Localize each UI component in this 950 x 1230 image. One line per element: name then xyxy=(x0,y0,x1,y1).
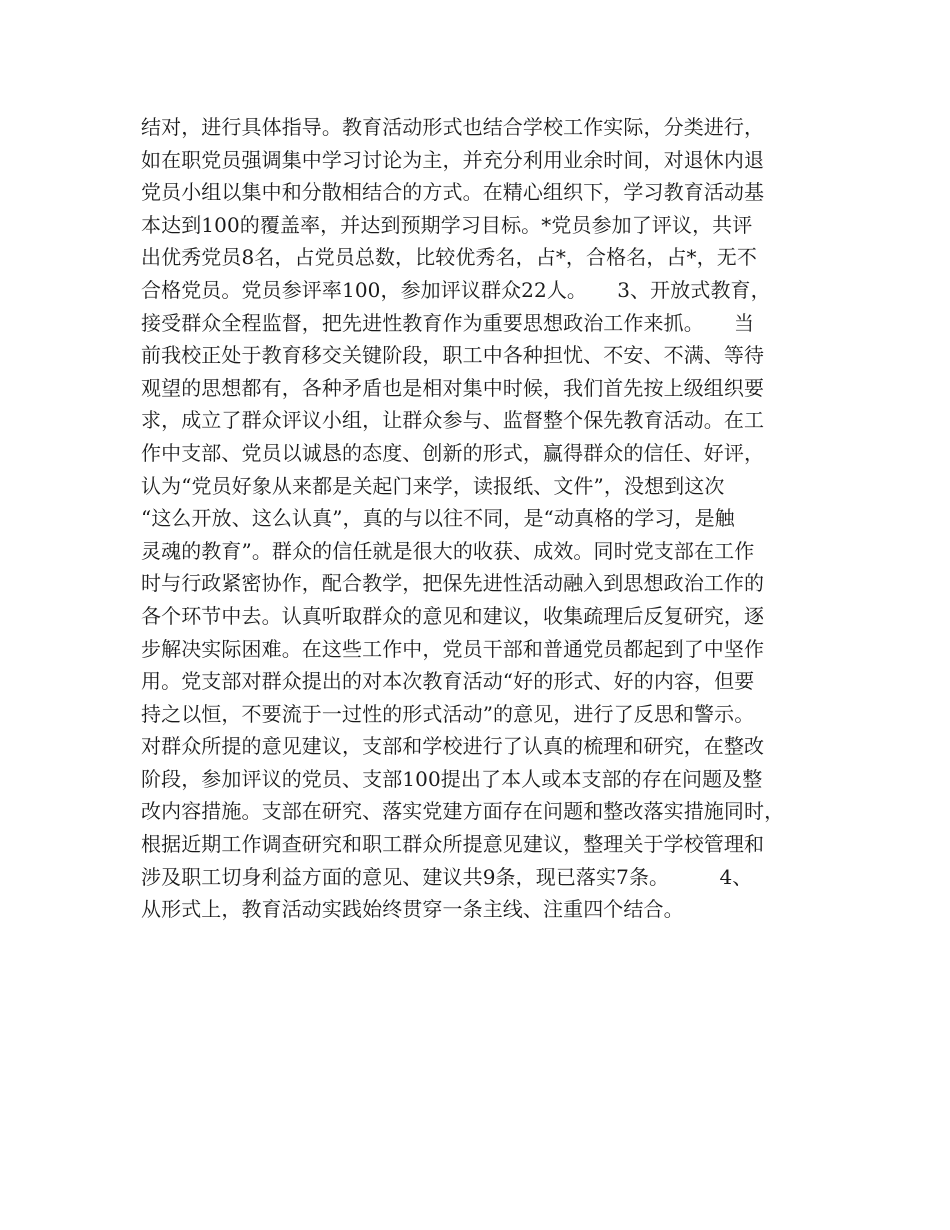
body-paragraph xyxy=(141,111,831,926)
text-line: 前我校正处于教育移交关键阶段，职工中各种担忧、不安、不满、等待 xyxy=(141,343,765,368)
text-line: 时与行政紧密协作，配合教学，把保先进性活动融入到思想政治工作的 xyxy=(141,571,765,596)
text-line: 出优秀党员8名，占党员总数，比较优秀名，占*，合格名，占*，无不 xyxy=(141,245,757,270)
text-line: 用。党支部对群众提出的对本次教育活动“好的形式、好的内容，但要 xyxy=(141,669,755,694)
text-line: 灵魂的教育”。群众的信任就是很大的收获、成效。同时党支部在工作 xyxy=(141,538,755,563)
text-line: 涉及职工切身利益方面的意见、建议共9条，现已落实7条。 4、 xyxy=(141,864,753,889)
text-line: 改内容措施。支部在研究、落实党建方面存在问题和整改落实措施同时， xyxy=(141,799,785,824)
text-line: 党员小组以集中和分散相结合的方式。在精心组织下，学习教育活动基 xyxy=(141,180,765,205)
text-line: 持之以恒，不要流于一过性的形式活动”的意见，进行了反思和警示。 xyxy=(141,701,755,726)
text-line: 求，成立了群众评议小组，让群众参与、监督整个保先教育活动。在工 xyxy=(141,408,765,433)
text-line: 认为“党员好象从来都是关起门来学，读报纸、文件”，没想到这次 xyxy=(141,473,725,498)
text-line: 各个环节中去。认真听取群众的意见和建议，收集疏理后反复研究，逐 xyxy=(141,603,765,628)
text-line: 观望的思想都有，各种矛盾也是相对集中时候，我们首先按上级组织要 xyxy=(141,375,765,400)
text-line: “这么开放、这么认真”，真的与以往不同，是“动真格的学习，是触 xyxy=(141,506,735,531)
text-line: 结对，进行具体指导。教育活动形式也结合学校工作实际，分类进行， xyxy=(141,115,765,139)
text-line: 阶段，参加评议的党员、支部100提出了本人或本支部的存在问题及整 xyxy=(141,766,763,791)
text-line: 步解决实际困难。在这些工作中，党员干部和普通党员都起到了中坚作 xyxy=(141,636,765,661)
text-line: 根据近期工作调查研究和职工群众所提意见建议，整理关于学校管理和 xyxy=(141,832,765,857)
text-line: 从形式上，教育活动实践始终贯穿一条主线、注重四个结合。 xyxy=(141,897,684,922)
text-line: 如在职党员强调集中学习讨论为主，并充分利用业余时间，对退休内退 xyxy=(141,147,765,172)
text-line: 合格党员。党员参评率100，参加评议群众22人。 3、开放式教育， xyxy=(141,277,771,302)
text-line: 接受群众全程监督，把先进性教育作为重要思想政治工作来抓。 当 xyxy=(141,310,755,335)
text-line: 本达到100的覆盖率，并达到预期学习目标。*党员参加了评议，共评 xyxy=(141,212,753,237)
text-line: 作中支部、党员以诚恳的态度、创新的形式，赢得群众的信任、好评， xyxy=(141,440,765,465)
text-line: 对群众所提的意见建议，支部和学校进行了认真的梳理和研究，在整改 xyxy=(141,734,765,759)
